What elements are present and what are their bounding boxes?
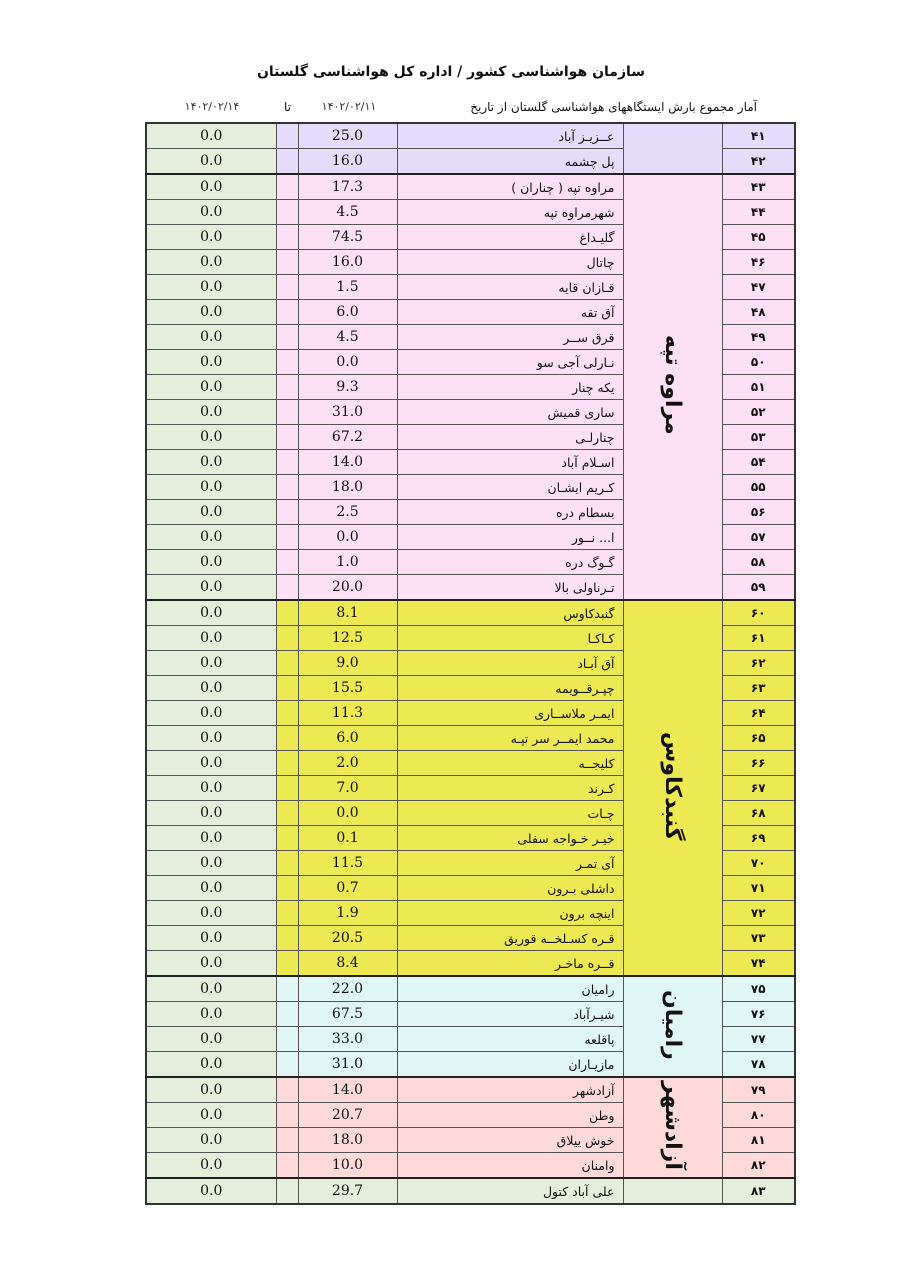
- row-number: ۷۸: [722, 1052, 795, 1078]
- rain-value-end: 0.0: [146, 626, 276, 651]
- station-name: یکه چنار: [397, 375, 623, 400]
- region-cell: [623, 1077, 722, 1178]
- spacer-cell: [276, 275, 298, 300]
- rain-value-end: 0.0: [146, 250, 276, 275]
- station-name: گلیـداغ: [397, 225, 623, 250]
- row-number: ۵۱: [722, 375, 795, 400]
- row-number: ۷۱: [722, 876, 795, 901]
- rain-value-total: 16.0: [298, 250, 397, 275]
- station-name: قرق ســر: [397, 325, 623, 350]
- spacer-cell: [276, 926, 298, 951]
- station-name: اینچه برون: [397, 901, 623, 926]
- rain-value-end: 0.0: [146, 851, 276, 876]
- spacer-cell: [276, 951, 298, 977]
- rain-value-end: 0.0: [146, 275, 276, 300]
- rain-value-total: 8.4: [298, 951, 397, 977]
- to-word: تا: [284, 100, 291, 114]
- rain-value-total: 6.0: [298, 726, 397, 751]
- rain-value-end: 0.0: [146, 525, 276, 550]
- row-number: ۷۲: [722, 901, 795, 926]
- rain-value-total: 18.0: [298, 1128, 397, 1153]
- station-name: وامنان: [397, 1153, 623, 1179]
- spacer-cell: [276, 375, 298, 400]
- row-number: ۴۶: [722, 250, 795, 275]
- subtitle-label: آمار مجموع بارش ایستگاههای هواشناسی گلستان از تاریخ: [470, 100, 757, 114]
- rain-value-end: 0.0: [146, 600, 276, 626]
- rain-value-total: 67.2: [298, 425, 397, 450]
- rain-value-end: 0.0: [146, 149, 276, 175]
- row-number: ۴۵: [722, 225, 795, 250]
- table-row: [146, 1077, 795, 1103]
- rain-value-end: 0.0: [146, 400, 276, 425]
- rain-value-end: 0.0: [146, 976, 276, 1002]
- spacer-cell: [276, 475, 298, 500]
- rain-value-end: 0.0: [146, 1153, 276, 1179]
- rain-value-total: 20.5: [298, 926, 397, 951]
- spacer-cell: [276, 626, 298, 651]
- row-number: ۵۸: [722, 550, 795, 575]
- station-name: چـات: [397, 801, 623, 826]
- row-number: ۷۹: [722, 1077, 795, 1103]
- rain-value-total: 6.0: [298, 300, 397, 325]
- to-date: ۱۴۰۲/۰۲/۱۴: [184, 100, 240, 113]
- station-name: ساری قمیش: [397, 400, 623, 425]
- spacer-cell: [276, 149, 298, 175]
- spacer-cell: [276, 701, 298, 726]
- spacer-cell: [276, 776, 298, 801]
- spacer-cell: [276, 1052, 298, 1078]
- rain-value-total: 0.0: [298, 525, 397, 550]
- rain-value-end: 0.0: [146, 1103, 276, 1128]
- row-number: ۴۹: [722, 325, 795, 350]
- rain-value-total: 11.3: [298, 701, 397, 726]
- row-number: ۸۱: [722, 1128, 795, 1153]
- row-number: ۵۶: [722, 500, 795, 525]
- rain-value-total: 14.0: [298, 1077, 397, 1103]
- rain-value-end: 0.0: [146, 876, 276, 901]
- station-name: مراوه تپه ( چناران ): [397, 174, 623, 200]
- rain-value-end: 0.0: [146, 701, 276, 726]
- rain-value-total: 0.1: [298, 826, 397, 851]
- rain-value-total: 9.0: [298, 651, 397, 676]
- rain-value-total: 25.0: [298, 123, 397, 149]
- rain-value-end: 0.0: [146, 425, 276, 450]
- row-number: ۷۳: [722, 926, 795, 951]
- row-number: ۶۲: [722, 651, 795, 676]
- rain-value-end: 0.0: [146, 475, 276, 500]
- rain-value-total: 11.5: [298, 851, 397, 876]
- row-number: ۷۰: [722, 851, 795, 876]
- rain-value-total: 4.5: [298, 325, 397, 350]
- rain-value-total: 22.0: [298, 976, 397, 1002]
- station-name: محمد ایمــر سر تپـه: [397, 726, 623, 751]
- region-maraveh-tappeh: مراوه تپه: [660, 335, 685, 435]
- rain-value-end: 0.0: [146, 651, 276, 676]
- row-number: ۶۱: [722, 626, 795, 651]
- station-name: آزادشهر: [397, 1077, 623, 1103]
- rain-value-end: 0.0: [146, 901, 276, 926]
- row-number: ۴۷: [722, 275, 795, 300]
- rain-value-total: 16.0: [298, 149, 397, 175]
- rain-value-end: 0.0: [146, 1178, 276, 1204]
- rain-value-end: 0.0: [146, 751, 276, 776]
- spacer-cell: [276, 600, 298, 626]
- row-number: ۷۷: [722, 1027, 795, 1052]
- spacer-cell: [276, 1077, 298, 1103]
- row-number: ۴۴: [722, 200, 795, 225]
- spacer-cell: [276, 976, 298, 1002]
- row-number: ۶۰: [722, 600, 795, 626]
- page-title: سازمان هواشناسی کشور / اداره کل هواشناسی گلستان: [256, 64, 646, 80]
- station-name: نـارلی آجی سو: [397, 350, 623, 375]
- station-name: داشلی بـرون: [397, 876, 623, 901]
- spacer-cell: [276, 200, 298, 225]
- station-name: ایمـر ملاســاری: [397, 701, 623, 726]
- region-cell: [623, 1178, 722, 1204]
- rain-value-total: 4.5: [298, 200, 397, 225]
- row-number: ۴۱: [722, 123, 795, 149]
- spacer-cell: [276, 1178, 298, 1204]
- spacer-cell: [276, 550, 298, 575]
- row-number: ۵۹: [722, 575, 795, 601]
- station-name: وطن: [397, 1103, 623, 1128]
- rain-value-total: 7.0: [298, 776, 397, 801]
- table-row: [146, 1178, 795, 1204]
- row-number: ۸۳: [722, 1178, 795, 1204]
- spacer-cell: [276, 801, 298, 826]
- region-cell: [623, 123, 722, 174]
- from-date: ۱۴۰۲/۰۲/۱۱: [321, 100, 377, 113]
- spacer-cell: [276, 300, 298, 325]
- region-cell: [623, 976, 722, 1077]
- rain-value-total: 10.0: [298, 1153, 397, 1179]
- rain-value-total: 1.9: [298, 901, 397, 926]
- rain-value-total: 0.0: [298, 801, 397, 826]
- rain-value-end: 0.0: [146, 375, 276, 400]
- spacer-cell: [276, 1103, 298, 1128]
- row-number: ۶۷: [722, 776, 795, 801]
- row-number: ۴۸: [722, 300, 795, 325]
- rain-value-end: 0.0: [146, 450, 276, 475]
- rain-value-total: 20.7: [298, 1103, 397, 1128]
- station-name: گنبدکاوس: [397, 600, 623, 626]
- station-name: آق آبـاد: [397, 651, 623, 676]
- station-name: پل چشمه: [397, 149, 623, 175]
- station-name: کـرند: [397, 776, 623, 801]
- row-number: ۷۴: [722, 951, 795, 977]
- rain-value-total: 8.1: [298, 600, 397, 626]
- station-name: کـریم ایشـان: [397, 475, 623, 500]
- rain-value-total: 29.7: [298, 1178, 397, 1204]
- row-number: ۶۳: [722, 676, 795, 701]
- rain-value-total: 31.0: [298, 1052, 397, 1078]
- precipitation-table: [145, 122, 796, 1205]
- station-name: مازیـاران: [397, 1052, 623, 1078]
- region-gonbad-kavus: گنبدکاوس: [660, 731, 685, 841]
- station-name: کلیجــه: [397, 751, 623, 776]
- row-number: ۴۲: [722, 149, 795, 175]
- rain-value-end: 0.0: [146, 1128, 276, 1153]
- rain-value-total: 20.0: [298, 575, 397, 601]
- row-number: ۶۶: [722, 751, 795, 776]
- spacer-cell: [276, 450, 298, 475]
- region-azadshahr: آزادشهر: [660, 1081, 685, 1170]
- rain-value-end: 0.0: [146, 676, 276, 701]
- spacer-cell: [276, 751, 298, 776]
- rain-value-total: 14.0: [298, 450, 397, 475]
- spacer-cell: [276, 726, 298, 751]
- station-name: تـرناولی بالا: [397, 575, 623, 601]
- row-number: ۷۶: [722, 1002, 795, 1027]
- rain-value-end: 0.0: [146, 776, 276, 801]
- rain-value-total: 9.3: [298, 375, 397, 400]
- row-number: ۵۷: [722, 525, 795, 550]
- station-name: کـاکـا: [397, 626, 623, 651]
- region-cell: [623, 600, 722, 976]
- station-name: قـازان قایه: [397, 275, 623, 300]
- table-row: [146, 174, 795, 200]
- row-number: ۴۳: [722, 174, 795, 200]
- spacer-cell: [276, 1002, 298, 1027]
- spacer-cell: [276, 250, 298, 275]
- spacer-cell: [276, 1027, 298, 1052]
- rain-value-end: 0.0: [146, 1027, 276, 1052]
- spacer-cell: [276, 123, 298, 149]
- rain-value-end: 0.0: [146, 300, 276, 325]
- rain-value-total: 1.0: [298, 550, 397, 575]
- row-number: ۵۴: [722, 450, 795, 475]
- station-name: قــره ماخـر: [397, 951, 623, 977]
- station-name: شیـرآباد: [397, 1002, 623, 1027]
- rain-value-end: 0.0: [146, 200, 276, 225]
- region-ramian: رامیان: [660, 989, 685, 1060]
- rain-value-end: 0.0: [146, 500, 276, 525]
- rain-value-end: 0.0: [146, 1077, 276, 1103]
- rain-value-end: 0.0: [146, 726, 276, 751]
- rain-value-total: 12.5: [298, 626, 397, 651]
- row-number: ۸۰: [722, 1103, 795, 1128]
- rain-value-total: 67.5: [298, 1002, 397, 1027]
- rain-value-end: 0.0: [146, 350, 276, 375]
- spacer-cell: [276, 901, 298, 926]
- row-number: ۷۵: [722, 976, 795, 1002]
- rain-value-end: 0.0: [146, 1002, 276, 1027]
- rain-value-total: 15.5: [298, 676, 397, 701]
- row-number: ۵۰: [722, 350, 795, 375]
- rain-value-end: 0.0: [146, 123, 276, 149]
- table-row: [146, 600, 795, 626]
- rain-value-end: 0.0: [146, 225, 276, 250]
- rain-value-total: 0.7: [298, 876, 397, 901]
- rain-value-end: 0.0: [146, 801, 276, 826]
- spacer-cell: [276, 876, 298, 901]
- spacer-cell: [276, 325, 298, 350]
- rain-value-total: 31.0: [298, 400, 397, 425]
- spacer-cell: [276, 826, 298, 851]
- station-name: آق تقه: [397, 300, 623, 325]
- station-name: پاقلعه: [397, 1027, 623, 1052]
- spacer-cell: [276, 1153, 298, 1179]
- row-number: ۶۹: [722, 826, 795, 851]
- spacer-cell: [276, 676, 298, 701]
- station-name: خوش ییلاق: [397, 1128, 623, 1153]
- spacer-cell: [276, 525, 298, 550]
- station-name: بسطام دره: [397, 500, 623, 525]
- station-name: چاتال: [397, 250, 623, 275]
- row-number: ۵۵: [722, 475, 795, 500]
- station-name: شهرمراوه تپه: [397, 200, 623, 225]
- row-number: ۸۲: [722, 1153, 795, 1179]
- rain-value-total: 74.5: [298, 225, 397, 250]
- station-name: گـوگ دره: [397, 550, 623, 575]
- rain-value-end: 0.0: [146, 550, 276, 575]
- rain-value-end: 0.0: [146, 1052, 276, 1078]
- rain-value-total: 2.0: [298, 751, 397, 776]
- row-number: ۶۵: [722, 726, 795, 751]
- station-name: قـره کسـلخــه قوریق: [397, 926, 623, 951]
- station-name: عــزیـز آباد: [397, 123, 623, 149]
- rain-value-total: 1.5: [298, 275, 397, 300]
- rain-value-total: 18.0: [298, 475, 397, 500]
- station-name: رامیان: [397, 976, 623, 1002]
- rain-value-total: 17.3: [298, 174, 397, 200]
- rain-value-end: 0.0: [146, 325, 276, 350]
- table-row: [146, 976, 795, 1002]
- station-name: علی آباد کتول: [397, 1178, 623, 1204]
- station-name: خیـر خـواجه سفلی: [397, 826, 623, 851]
- spacer-cell: [276, 651, 298, 676]
- spacer-cell: [276, 400, 298, 425]
- station-name: آی تمـر: [397, 851, 623, 876]
- station-name: چپـرقــویمه: [397, 676, 623, 701]
- row-number: ۵۳: [722, 425, 795, 450]
- rain-value-total: 2.5: [298, 500, 397, 525]
- spacer-cell: [276, 225, 298, 250]
- region-cell: [623, 174, 722, 600]
- station-name: چنارلـی: [397, 425, 623, 450]
- spacer-cell: [276, 851, 298, 876]
- spacer-cell: [276, 425, 298, 450]
- rain-value-end: 0.0: [146, 575, 276, 601]
- spacer-cell: [276, 500, 298, 525]
- table-body: [146, 123, 795, 1204]
- rain-value-total: 33.0: [298, 1027, 397, 1052]
- rain-value-end: 0.0: [146, 926, 276, 951]
- station-name: ا... نــور: [397, 525, 623, 550]
- row-number: ۶۴: [722, 701, 795, 726]
- spacer-cell: [276, 575, 298, 601]
- spacer-cell: [276, 350, 298, 375]
- rain-value-total: 0.0: [298, 350, 397, 375]
- rain-value-end: 0.0: [146, 826, 276, 851]
- row-number: ۵۲: [722, 400, 795, 425]
- rain-value-end: 0.0: [146, 174, 276, 200]
- spacer-cell: [276, 174, 298, 200]
- table-row: [146, 123, 795, 149]
- spacer-cell: [276, 1128, 298, 1153]
- row-number: ۶۸: [722, 801, 795, 826]
- rain-value-end: 0.0: [146, 951, 276, 977]
- station-name: اسـلام آباد: [397, 450, 623, 475]
